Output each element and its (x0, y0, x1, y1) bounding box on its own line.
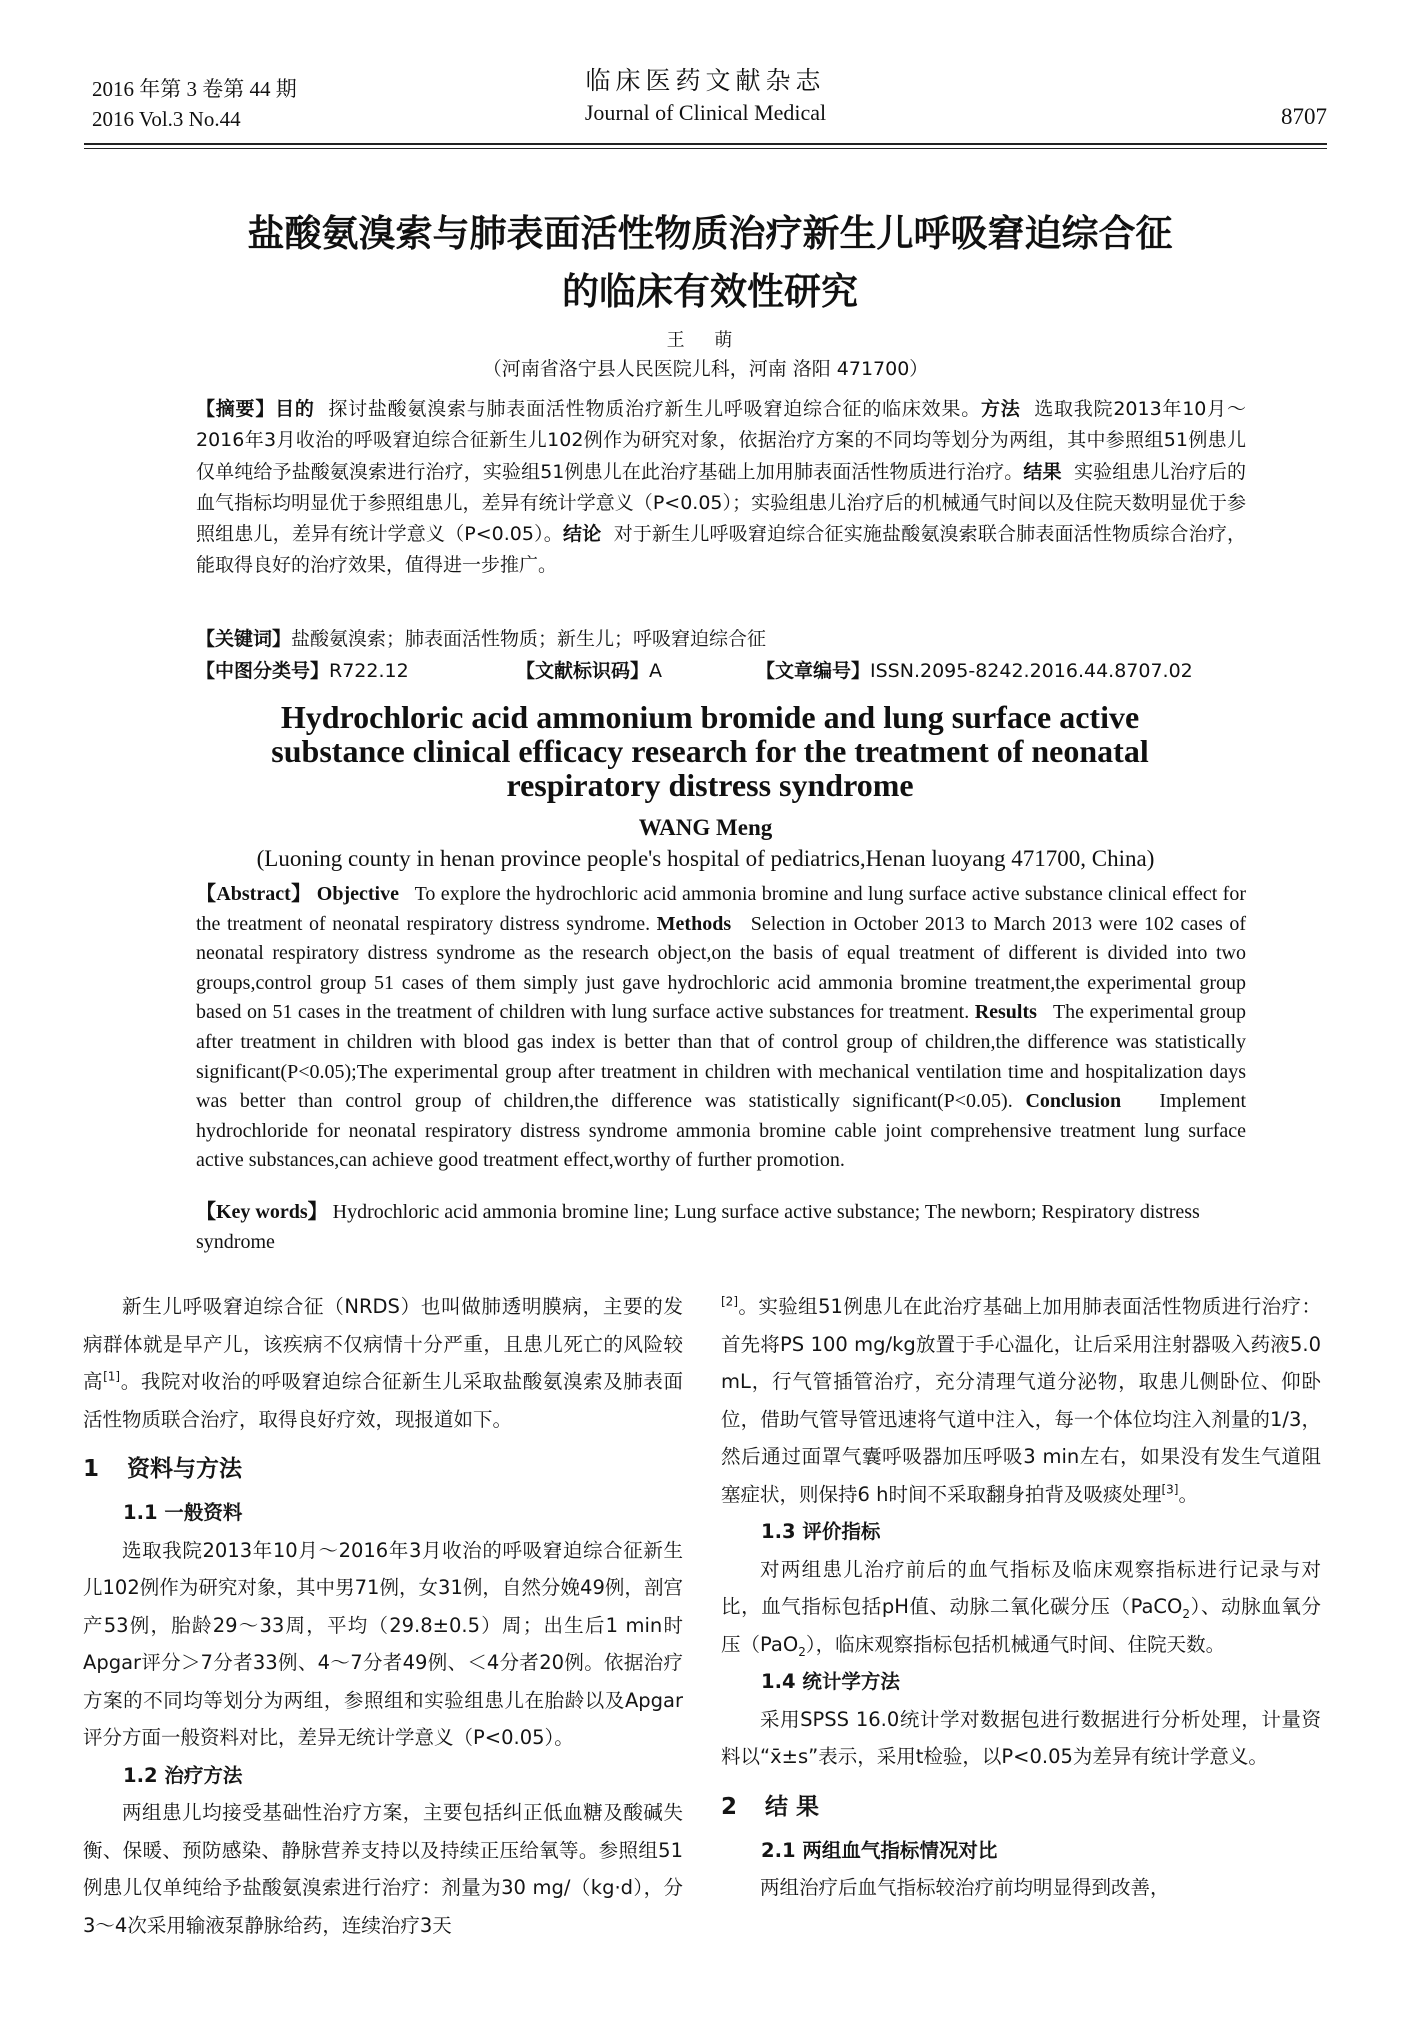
abstract-cn-label: 【摘要】 (196, 398, 276, 420)
results-en: The experimental group after treatment in children with blood gas index is better than that of control group of children,the difference was statistically significant(P<0.05);The experimental group after treatment in children with mechanical ventilation time and hospitalization days was better than control group of children,the difference was statistically significant(P<0.05). (196, 1001, 1247, 1113)
title-en-line-3: respiratory distress syndrome (506, 767, 914, 803)
journal-name-cn: 临床医药文献杂志 (585, 66, 826, 95)
section-1-1-text: 选取我院2013年10月～2016年3月收治的呼吸窘迫综合征新生儿102例作为研究对象，其中男71例，女31例，自然分娩49例，剖宫产53例，胎龄29～33周，平均（29.8±0.5）周；出生后1 min时Apgar评分＞7分者33例、4～7分者49例、＜4分者20例。依据治疗方案的不同均等划分为两组，参照组和实验组患儿在胎龄以及Apgar评分方面一般资料对比，差异无统计学意义（P<0.05）。 (83, 1538, 683, 1749)
article-code (756, 656, 1193, 686)
author-en: WANG Meng (638, 815, 773, 840)
intro-paragraph (83, 1288, 683, 1438)
section-1-2-heading: 1.2 治疗方法 (123, 1763, 243, 1787)
keywords-cn-label: 【关键词】 (196, 628, 292, 650)
body-column-left (83, 1288, 683, 1944)
section-1-heading (83, 1452, 683, 1486)
objective-cn: 探讨盐酸氨溴索与肺表面活性物质治疗新生儿呼吸窘迫综合征的临床效果。 (328, 398, 981, 420)
title-cn (140, 205, 1280, 321)
page-number: 8707 (1281, 104, 1327, 129)
clc-label: 【中图分类号】 (196, 660, 330, 682)
keywords-en-label: 【Key words】 (196, 1201, 328, 1223)
section-2-1-text: 两组治疗后血气指标较治疗前均明显得到改善， (760, 1876, 1170, 1899)
keywords-en-text: Hydrochloric acid ammonia bromine line; Lung surface active substance; The newborn; Respiratory distress syndrome (196, 1201, 1200, 1253)
section-1-3-text-c: ），临床观察指标包括机械通气时间、住院天数。 (805, 1632, 1226, 1656)
section-1-title: 资料与方法 (127, 1456, 242, 1482)
conclusion-label-cn: 结论 (562, 523, 602, 546)
section-1-4-text: 采用SPSS 16.0统计学对数据包进行数据进行分析处理，计量资料以“x̄±s”表示，采用t检验，以P<0.05为差异有统计学意义。 (721, 1707, 1321, 1768)
title-en (170, 700, 1250, 802)
section-1-3-text-b: ）、动脉血氧分压（PaO (721, 1595, 1321, 1656)
methods-label-en: Methods (656, 912, 732, 935)
title-en-line-1: Hydrochloric acid ammonium bromide and lung surface active (280, 699, 1140, 735)
methods-en: Selection in October 2013 to March 2013 were 102 cases of neonatal respiratory distress syndrome as the research object,on the basis of equal treatment of different is divided into two groups,control group 51 cases of them simply just gave hydrochloric acid ammonia bromine treatment,the experimental group based on 51 cases in the treatment of children with lung surface active substances for treatment. (196, 912, 1246, 1024)
section-1-2-text-a: 两组患儿均接受基础性治疗方案，主要包括纠正低血糖及酸碱失衡、保暖、预防感染、静脉营养支持以及持续正压给氧等。参照组51例患儿仅单纯给予盐酸氨溴索进行治疗：剂量为30 mg/（kg·d），分3～4次采用输液泵静脉给药，连续治疗3天 (83, 1801, 683, 1937)
section-1-2-continued (721, 1288, 1321, 1513)
results-cn: 实验组患儿治疗后的血气指标均明显优于参照组患儿，差异有统计学意义（P<0.05）；实验组患儿治疗后的机械通气时间以及住院天数明显优于参照组患儿，差异有统计学意义（P<0.05）。 (196, 460, 1246, 546)
title-cn-line-2: 的临床有效性研究 (562, 270, 858, 313)
header-rule (84, 143, 1327, 145)
header-rule-thin (84, 148, 1327, 149)
section-1-number: 1 (83, 1456, 100, 1482)
section-2-heading (721, 1790, 1321, 1824)
objective-label-en: Objective (316, 883, 399, 905)
keywords-cn-text: 盐酸氨溴索；肺表面活性物质；新生儿；呼吸窘迫综合征 (291, 628, 767, 650)
keywords-cn (196, 624, 1246, 654)
section-1-2-text-c: 。 (1178, 1482, 1198, 1506)
clc-code (196, 656, 409, 686)
affiliation-cn: （河南省洛宁县人民医院儿科，河南 洛阳 471700） (482, 358, 929, 380)
doc-label: 【文献标识码】 (516, 660, 650, 682)
doc-value: A (649, 660, 663, 682)
author-cn: 王 萌 (666, 330, 745, 351)
section-1-4-heading: 1.4 统计学方法 (761, 1670, 900, 1693)
subscript-2a: 2 (1182, 1606, 1191, 1621)
conclusion-en: Implement hydrochloride for neonatal respiratory distress syndrome ammonia bromine cable joint comprehensive treatment lung surface active substances,can achieve good treatment effect,worthy of further promotion. (196, 1090, 1247, 1172)
methods-cn: 选取我院2013年10月～2016年3月收治的呼吸窘迫综合征新生儿102例作为研究对象，依据治疗方案的不同均等划分为两组，其中参照组51例患儿仅单纯给予盐酸氨溴索进行治疗，实验组51例患儿在此治疗基础上加用肺表面活性物质进行治疗。 (196, 398, 1246, 483)
conclusion-label-en: Conclusion (1025, 1090, 1122, 1113)
objective-en: To explore the hydrochloric acid ammonia bromine and lung surface active substance clinical effect for the treatment of neonatal respiratory distress syndrome. (196, 883, 1247, 935)
journal-name-en: Journal of Clinical Medical (584, 100, 827, 125)
title-en-line-2: substance clinical efficacy research for the treatment of neonatal (271, 733, 1149, 769)
section-2-number: 2 (721, 1793, 738, 1820)
issue-cn: 2016 年第 3 卷第 44 期 (92, 77, 297, 101)
clc-value: R722.12 (329, 660, 409, 682)
results-label-en: Results (974, 1001, 1037, 1024)
journal-name (0, 64, 1411, 128)
results-label-cn: 结果 (1023, 460, 1062, 483)
doc-code (516, 656, 662, 686)
ref-3: [3] (1161, 1482, 1179, 1496)
objective-label-cn: 目的 (275, 398, 315, 420)
section-1-2-text (83, 1794, 683, 1944)
section-1-1-heading: 1.1 一般资料 (123, 1501, 243, 1524)
ref-1: [1] (103, 1369, 121, 1384)
section-2-1-heading: 2.1 两组血气指标情况对比 (761, 1838, 998, 1862)
issue-en: 2016 Vol.3 No.44 (92, 107, 241, 131)
article-value: ISSN.2095-8242.2016.44.8707.02 (870, 660, 1193, 682)
abstract-en-label: 【Abstract】 (196, 883, 312, 905)
intro-text: 新生儿呼吸窘迫综合征（NRDS）也叫做肺透明膜病，主要的发病群体就是早产儿，该疾病不仅病情十分严重，且患儿死亡的风险较高 (83, 1295, 683, 1393)
section-1-3-text-a: 对两组患儿治疗前后的血气指标及临床观察指标进行记录与对比，血气指标包括pH值、动脉二氧化碳分压（PaCO (721, 1557, 1321, 1618)
section-1-3-heading: 1.3 评价指标 (761, 1520, 881, 1543)
methods-label-cn: 方法 (981, 398, 1021, 420)
subscript-2b: 2 (798, 1644, 806, 1659)
affiliation-en: (Luoning county in henan province people's hospital of pediatrics,Henan luoyang 471700, China) (256, 846, 1155, 871)
ref-2: [2] (721, 1294, 738, 1309)
section-2-title: 结 果 (765, 1793, 820, 1820)
keywords-en (196, 1198, 1246, 1257)
abstract-cn (196, 394, 1246, 582)
body-column-right (721, 1288, 1321, 1907)
section-1-3-text (721, 1551, 1321, 1664)
article-label: 【文章编号】 (756, 660, 871, 682)
title-cn-line-1: 盐酸氨溴索与肺表面活性物质治疗新生儿呼吸窘迫综合征 (247, 212, 1173, 255)
conclusion-cn: 对于新生儿呼吸窘迫综合征实施盐酸氨溴索联合肺表面活性物质综合治疗，能取得良好的治疗效果，值得进一步推广。 (196, 523, 1246, 577)
intro-text-tail: 。我院对收治的呼吸窘迫综合征新生儿采取盐酸氨溴索及肺表面活性物质联合治疗，取得良好疗效，现报道如下。 (83, 1370, 683, 1431)
abstract-en (196, 880, 1246, 1176)
section-1-2-text-b: 。实验组51例患儿在此治疗基础上加用肺表面活性物质进行治疗：首先将PS 100 mg/kg放置于手心温化，让后采用注射器吸入药液5.0 mL，行气管插管治疗，充分清理气道分泌物，取患儿侧卧位、仰卧位，借助气管导管迅速将气道中注入，每一个体位均注入剂量的1/3，然后通过面罩气囊呼吸器加压呼吸3 min左右，如果没有发生气道阻塞症状，则保持6 h时间不采取翻身拍背及吸痰处理 (721, 1295, 1321, 1506)
